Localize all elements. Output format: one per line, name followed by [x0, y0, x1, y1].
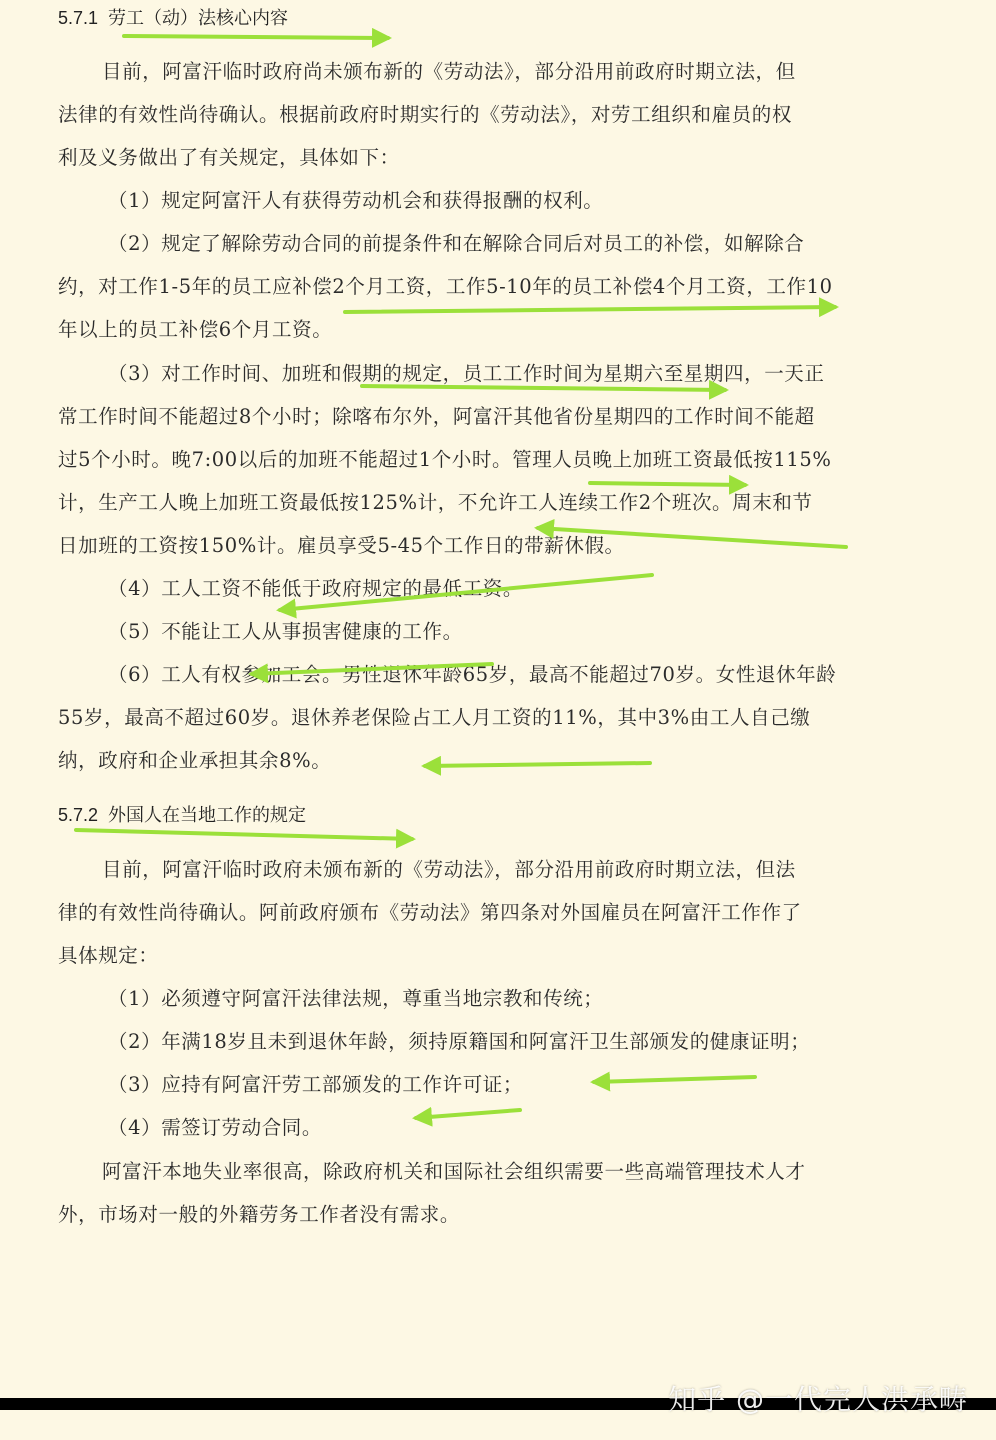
list-item: （5）不能让工人从事损害健康的工作。	[108, 620, 463, 643]
paragraph-line: 具体规定：	[58, 944, 159, 967]
paragraph-line: 过5个小时。晚7:00以后的加班不能超过1个小时。管理人员晚上加班工资最低按115%	[58, 448, 832, 471]
list-item: （6）工人有权参加工会。男性退休年龄65岁，最高不能超过70岁。女性退休年龄	[108, 663, 837, 686]
list-item: （3）应持有阿富汗劳工部颁发的工作许可证；	[108, 1073, 524, 1096]
paragraph-line: 计，生产工人晚上加班工资最低按125%计，不允许工人连续工作2个班次。周末和节	[58, 491, 813, 514]
section-title: 劳工（动）法核心内容	[108, 8, 289, 29]
arrow-right-icon	[345, 307, 835, 312]
section-number: 5.7.2	[58, 805, 99, 825]
list-item: （3）对工作时间、加班和假期的规定，员工工作时间为星期六至星期四，一天正	[108, 362, 825, 385]
paragraph-line: 纳，政府和企业承担其余8%。	[58, 749, 332, 772]
paragraph-line: 阿富汗本地失业率很高，除政府机关和国际社会组织需要一些高端管理技术人才	[102, 1160, 806, 1183]
paragraph-line: 律的有效性尚待确认。阿前政府颁布《劳动法》第四条对外国雇员在阿富汗工作作了	[58, 901, 802, 924]
section-heading-5-7-2	[58, 803, 306, 828]
list-item: （2）年满18岁且未到退休年龄，须持原籍国和阿富汗卫生部颁发的健康证明；	[108, 1030, 811, 1053]
paragraph-line: 55岁，最高不超过60岁。退休养老保险占工人月工资的11%，其中3%由工人自己缴	[58, 706, 811, 729]
list-item: （1）必须遵守阿富汗法律法规，尊重当地宗教和传统；	[108, 987, 604, 1010]
section-heading-5-7-1	[58, 6, 288, 31]
paragraph-line: 外，市场对一般的外籍劳务工作者没有需求。	[58, 1203, 461, 1226]
list-item: （1）规定阿富汗人有获得劳动机会和获得报酬的权利。	[108, 189, 604, 212]
section-number: 5.7.1	[58, 8, 99, 28]
paragraph-line: 目前，阿富汗临时政府未颁布新的《劳动法》，部分沿用前政府时期立法，但法	[102, 858, 796, 881]
watermark: 知乎 @一代完人洪承畴	[668, 1383, 968, 1416]
arrow-right-icon	[590, 483, 745, 485]
paragraph-line: 法律的有效性尚待确认。根据前政府时期实行的《劳动法》，对劳工组织和雇员的权	[58, 103, 792, 126]
section-title: 外国人在当地工作的规定	[108, 805, 307, 826]
paragraph-line: 利及义务做出了有关规定，具体如下：	[58, 146, 400, 169]
paragraph-line: 年以上的员工补偿6个月工资。	[58, 318, 333, 341]
arrow-right-icon	[76, 830, 412, 839]
list-item: （4）工人工资不能低于政府规定的最低工资。	[108, 577, 524, 600]
list-item: （2）规定了解除劳动合同的前提条件和在解除合同后对员工的补偿，如解除合	[108, 232, 805, 255]
paragraph-line: 约，对工作1-5年的员工应补偿2个月工资，工作5-10年的员工补偿4个月工资，工作10	[58, 275, 833, 298]
paragraph-line: 目前，阿富汗临时政府尚未颁布新的《劳动法》，部分沿用前政府时期立法，但	[102, 60, 796, 83]
arrow-right-icon	[124, 36, 388, 38]
paragraph-line: 日加班的工资按150%计。雇员享受5-45个工作日的带薪休假。	[58, 534, 625, 557]
paragraph-line: 常工作时间不能超过8个小时；除喀布尔外，阿富汗其他省份星期四的工作时间不能超	[58, 405, 815, 428]
list-item: （4）需签订劳动合同。	[108, 1116, 323, 1139]
